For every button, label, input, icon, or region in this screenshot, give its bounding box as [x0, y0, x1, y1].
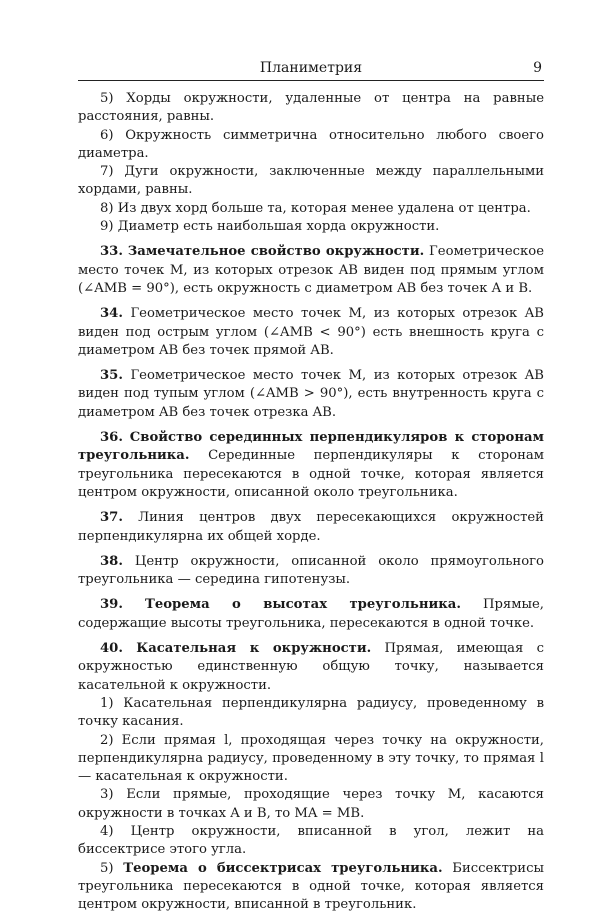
- section-text: Центр окружности, описанной около прямоугольного треугольника — середина гипотенузы.: [78, 553, 544, 588]
- running-header: [78, 58, 544, 81]
- section-text: Серединные перпендикуляры к сторонам треугольника пересекаются в одной точке, которая является центром окружности, описанной около треугольника.: [78, 448, 544, 500]
- section-text: Биссектрисы треугольника пересекаются в одной точке, которая является центром окружности, вписанной в треугольник.: [78, 860, 544, 913]
- section-title: Замечательное свойство окружности.: [127, 244, 425, 260]
- paragraph: 2) Если прямая l, проходящая через точку на окружности, перпендикулярна радиусу, проведенному в эту точку, то прямая l — касательная к окружности.: [78, 732, 544, 785]
- section-number: 34.: [100, 306, 123, 322]
- section-number: 39.: [100, 597, 123, 613]
- paragraph: 3) Если прямые, проходящие через точку M, касаются окружности в точках A и B, то MA = MB.: [78, 787, 544, 821]
- section-35: [78, 367, 544, 422]
- paragraph: 5) Хорды окружности, удаленные от центра на равные расстояния, равны.: [78, 91, 544, 125]
- section-text: Прямые, содержащие высоты треугольника, пересекаются в одной точке.: [78, 597, 544, 631]
- paragraph: 7) Дуги окружности, заключенные между параллельными хордами, равны.: [78, 164, 544, 198]
- section-number: 38.: [100, 553, 123, 569]
- section-text: Геометрическое место точек M, из которых отрезок AB виден под острым углом (∠AMB < 90°) есть внешность круга с диаметром AB без точек прямой AB.: [78, 306, 544, 358]
- paragraph: 6) Окружность симметрична относительно любого своего диаметра.: [78, 127, 544, 161]
- section-text: Геометрическое место точек M, из которых отрезок AB виден под прямым углом (∠AMB = 90°), есть окружность с диаметром AB без точек A и B.: [78, 244, 545, 296]
- section-39: [78, 596, 544, 633]
- paragraph: 1) Касательная перпендикулярна радиусу, проведенному в точку касания.: [78, 695, 544, 730]
- section-37: [78, 509, 544, 546]
- header-title: Планиметрия: [259, 60, 363, 76]
- section-number: 35.: [100, 368, 123, 384]
- section-title: Теорема о высотах треугольника.: [145, 597, 461, 613]
- section-number: 36.: [100, 430, 123, 446]
- paragraph: 8) Из двух хорд больше та, которая менее удалена от центра.: [100, 200, 531, 216]
- paragraph: [78, 860, 544, 914]
- page-number: 9: [533, 60, 542, 76]
- page-body: [78, 90, 544, 914]
- section-36: [78, 429, 544, 502]
- section-title: Свойство серединных перпендикуляров к сторонам треугольника.: [78, 430, 545, 464]
- section-34: [78, 305, 544, 360]
- section-text: Прямая, имеющая с окружностью единственную общую точку, называется касательной к окружности.: [78, 641, 544, 693]
- section-title: Теорема о биссектрисах треугольника.: [123, 860, 443, 876]
- section-38: [78, 553, 544, 590]
- section-40: [78, 640, 544, 695]
- paragraph: 9) Диаметр есть наибольшая хорда окружности.: [100, 219, 440, 235]
- section-title: Касательная к окружности.: [136, 641, 372, 657]
- item-number: 5): [100, 860, 114, 876]
- section-33: [78, 243, 544, 298]
- section-text: Линия центров двух пересекающихся окружностей перпендикулярна их общей хорде.: [78, 510, 544, 544]
- paragraph: 4) Центр окружности, вписанной в угол, лежит на биссектрисе этого угла.: [78, 823, 544, 858]
- section-number: 33.: [100, 244, 123, 260]
- section-number: 37.: [100, 510, 123, 526]
- section-text: Геометрическое место точек M, из которых отрезок AB виден под тупым углом (∠AMB > 90°), есть внутренность круга с диаметром AB без точек отрезка AB.: [78, 368, 544, 420]
- section-number: 40.: [100, 641, 123, 657]
